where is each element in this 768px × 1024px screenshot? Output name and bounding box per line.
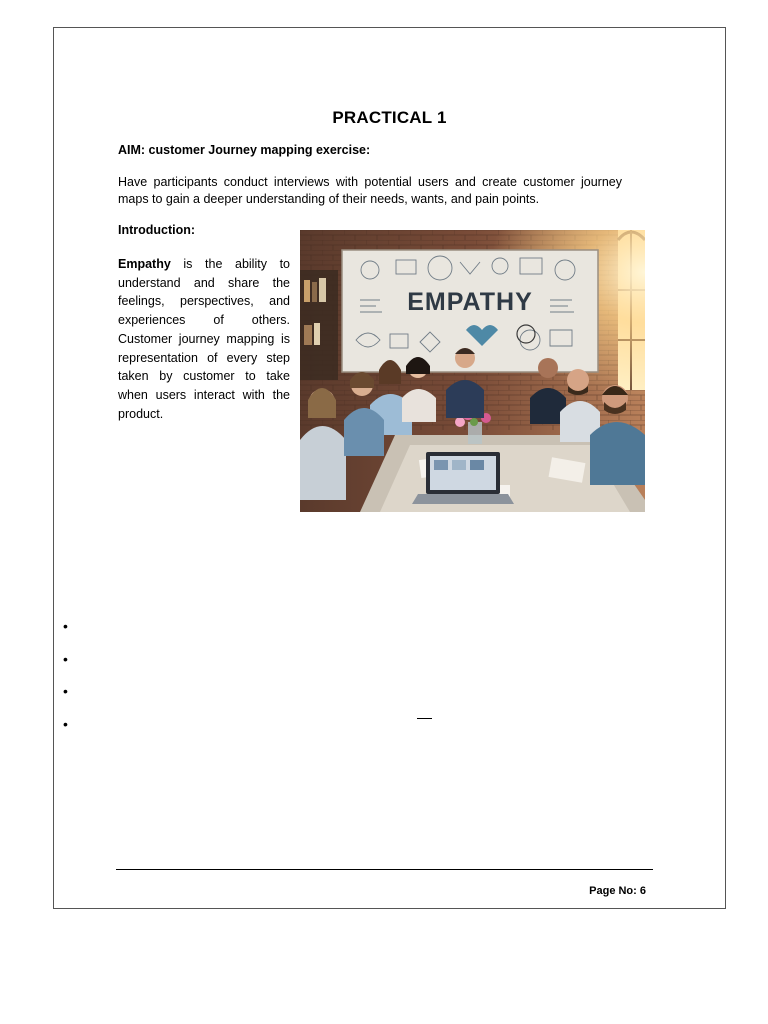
footer-divider xyxy=(116,869,653,870)
introduction-heading: Introduction: xyxy=(118,223,196,237)
empathy-term: Empathy xyxy=(118,257,171,271)
aim-description: Have participants conduct interviews with potential users and create customer journey maps to gain a deeper understanding of their needs, wants, and pain points. xyxy=(118,175,622,206)
empathy-meeting-photo xyxy=(300,230,645,512)
bullet-point: • xyxy=(63,651,68,667)
bullet-point: • xyxy=(63,618,68,634)
page-number: Page No: 6 xyxy=(589,885,646,897)
page-title: PRACTICAL 1 xyxy=(332,108,447,127)
whiteboard-text: EMPATHY xyxy=(407,288,533,316)
aim-heading: AIM: customer Journey mapping exercise: xyxy=(118,143,371,157)
horizontal-dash xyxy=(417,718,432,719)
document-page xyxy=(53,27,726,909)
bullet-point: • xyxy=(63,716,68,732)
introduction-paragraph xyxy=(118,255,290,423)
introduction-text: is the ability to understand and share the feelings, perspectives, and experiences of others. Customer journey mapping is representation of every step taken by customer to take when users interact with the product. xyxy=(118,257,290,421)
bullet-point: • xyxy=(63,683,68,699)
